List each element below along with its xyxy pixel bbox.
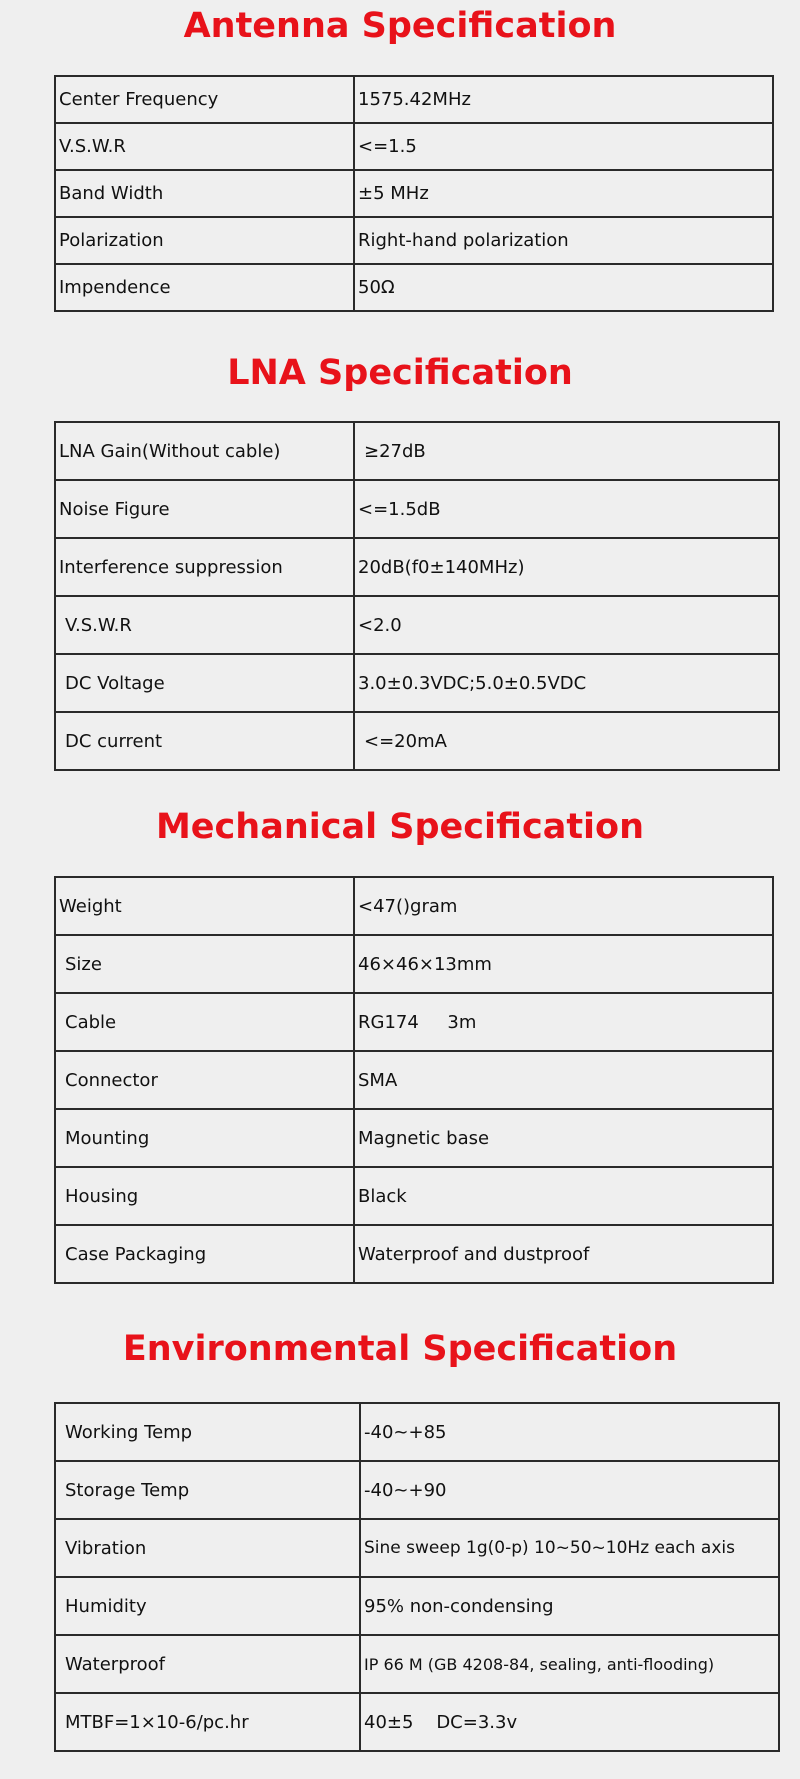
table-row — [55, 654, 779, 712]
spec-value: Magnetic base — [354, 1109, 773, 1167]
spec-value: 1575.42MHz — [354, 76, 773, 123]
spec-label: V.S.W.R — [55, 596, 354, 654]
mechanical-spec-table — [54, 876, 774, 1284]
table-row — [55, 170, 773, 217]
spec-label: Working Temp — [55, 1403, 360, 1461]
spec-label: Housing — [55, 1167, 354, 1225]
spec-label: Humidity — [55, 1577, 360, 1635]
spec-value: <47()gram — [354, 877, 773, 935]
spec-value: <=1.5 — [354, 123, 773, 170]
spec-label: Waterproof — [55, 1635, 360, 1693]
spec-label: Size — [55, 935, 354, 993]
spec-label: Band Width — [55, 170, 354, 217]
spec-label: LNA Gain(Without cable) — [55, 422, 354, 480]
table-row — [55, 123, 773, 170]
spec-value: SMA — [354, 1051, 773, 1109]
spec-label: V.S.W.R — [55, 123, 354, 170]
spec-value: 3.0±0.3VDC;5.0±0.5VDC — [354, 654, 779, 712]
antenna-spec-table — [54, 75, 774, 312]
spec-label: Mounting — [55, 1109, 354, 1167]
spec-label: DC Voltage — [55, 654, 354, 712]
table-row — [55, 480, 779, 538]
spec-value: Waterproof and dustproof — [354, 1225, 773, 1283]
spec-label: Cable — [55, 993, 354, 1051]
spec-value: IP 66 M (GB 4208-84, sealing, anti-flooding) — [360, 1635, 779, 1693]
spec-value: Right-hand polarization — [354, 217, 773, 264]
table-row — [55, 422, 779, 480]
lna-section-title: LNA Specification — [227, 353, 573, 393]
antenna-section-title: Antenna Specification — [183, 6, 617, 46]
table-row — [55, 1635, 779, 1693]
spec-value: Sine sweep 1g(0-p) 10~50~10Hz each axis — [360, 1519, 779, 1577]
table-row — [55, 1519, 779, 1577]
spec-value: 20dB(f0±140MHz) — [354, 538, 779, 596]
spec-label: Polarization — [55, 217, 354, 264]
table-row — [55, 76, 773, 123]
mechanical-section-title: Mechanical Specification — [155, 807, 645, 847]
table-row — [55, 1461, 779, 1519]
spec-value: 46×46×13mm — [354, 935, 773, 993]
spec-label: Connector — [55, 1051, 354, 1109]
table-row — [55, 935, 773, 993]
environmental-spec-table — [54, 1402, 780, 1752]
table-row — [55, 1051, 773, 1109]
spec-label: MTBF=1×10-6/pc.hr — [55, 1693, 360, 1751]
lna-spec-table — [54, 421, 780, 771]
spec-label: Weight — [55, 877, 354, 935]
spec-value: -40~+90 — [360, 1461, 779, 1519]
spec-value: <=1.5dB — [354, 480, 779, 538]
table-row — [55, 1225, 773, 1283]
table-row — [55, 217, 773, 264]
table-row — [55, 264, 773, 311]
spec-label: Case Packaging — [55, 1225, 354, 1283]
spec-value: ±5 MHz — [354, 170, 773, 217]
spec-label: Storage Temp — [55, 1461, 360, 1519]
table-row — [55, 993, 773, 1051]
spec-label: Impendence — [55, 264, 354, 311]
table-row — [55, 1577, 779, 1635]
spec-value: <=20mA — [354, 712, 779, 770]
spec-label: Noise Figure — [55, 480, 354, 538]
environmental-section-title: Environmental Specification — [122, 1329, 678, 1369]
spec-label: DC current — [55, 712, 354, 770]
table-row — [55, 712, 779, 770]
spec-value: RG174 3m — [354, 993, 773, 1051]
spec-label: Interference suppression — [55, 538, 354, 596]
spec-value: <2.0 — [354, 596, 779, 654]
spec-value: ≥27dB — [354, 422, 779, 480]
table-row — [55, 1403, 779, 1461]
spec-value: 40±5 DC=3.3v — [360, 1693, 779, 1751]
table-row — [55, 877, 773, 935]
table-row — [55, 1109, 773, 1167]
table-row — [55, 538, 779, 596]
spec-value: -40~+85 — [360, 1403, 779, 1461]
spec-value: Black — [354, 1167, 773, 1225]
spec-value: 50Ω — [354, 264, 773, 311]
table-row — [55, 1167, 773, 1225]
spec-label: Vibration — [55, 1519, 360, 1577]
spec-value: 95% non-condensing — [360, 1577, 779, 1635]
spec-label: Center Frequency — [55, 76, 354, 123]
table-row — [55, 1693, 779, 1751]
table-row — [55, 596, 779, 654]
